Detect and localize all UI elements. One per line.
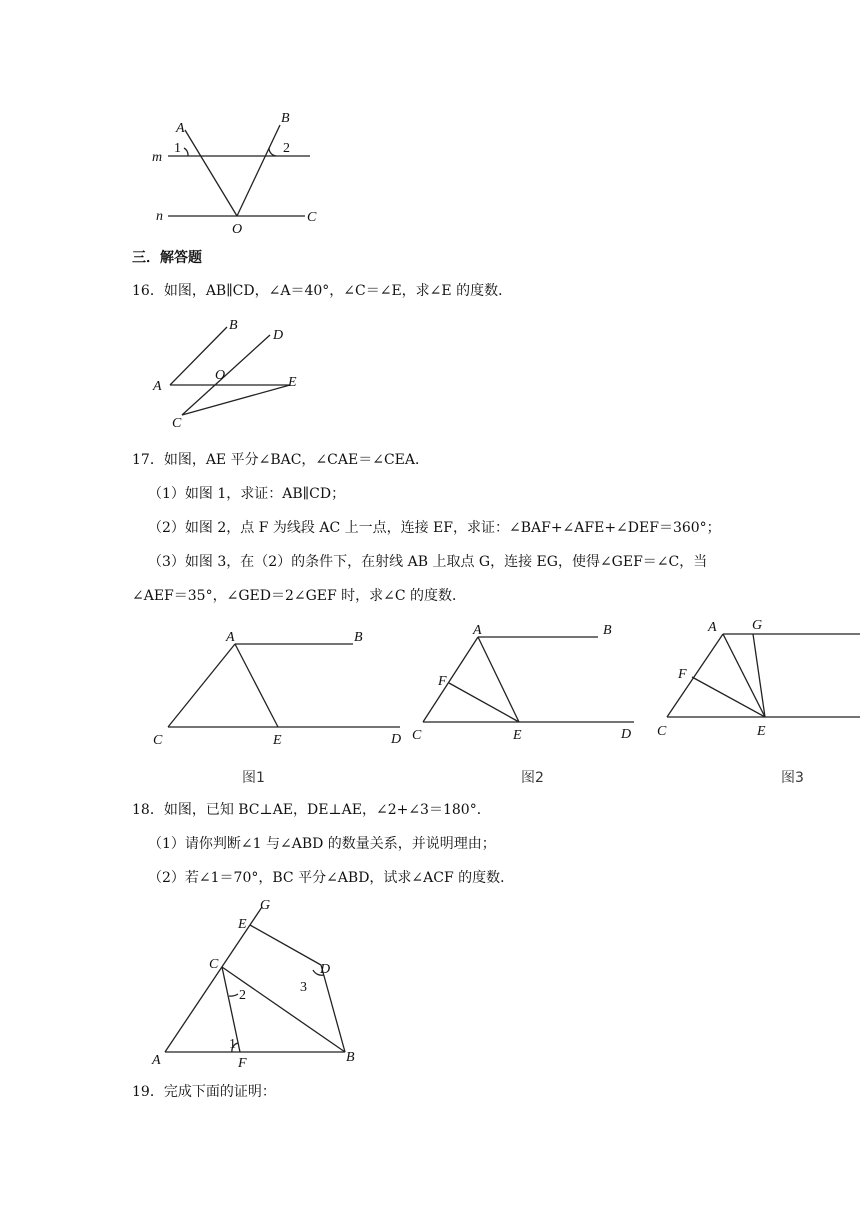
section-title: 三．解答题 [132,250,202,266]
q17-figure-1 [148,625,408,755]
q17-fig1-caption: 图1 [242,770,265,786]
label-B: B [281,111,290,126]
q16-label-D: D [273,328,284,343]
q16-label-C: C [172,416,182,431]
q16-text: 16．如图，AB∥CD，∠A＝40°，∠C＝∠E，求∠E 的度数． [132,283,513,299]
q18-label-G: G [260,898,271,913]
q17-fig3-label-G: G [752,618,763,633]
q16-figure [145,315,315,435]
q17-fig2-label-E: E [513,728,522,743]
q17-fig1-label-C: C [153,733,163,748]
q18-label-E: E [238,917,247,932]
q17-part2: （2）如图 2，点 F 为线段 AC 上一点，连接 EF，求证：∠BAF+∠AFE+∠DEF＝360°； [148,520,721,536]
q18-figure [145,895,370,1070]
q18-intro: 18．如图，已知 BC⊥AE，DE⊥AE，∠2+∠3＝180°． [132,802,491,818]
q17-fig1-label-D: D [391,732,402,747]
q18-label-C: C [209,957,219,972]
q17-fig1-label-B: B [354,630,363,645]
q17-figure-3 [655,615,860,745]
q17-fig2-label-B: B [603,623,612,638]
q16-label-E: E [288,375,297,390]
q17-fig1-label-E: E [273,733,282,748]
q18-label-B: B [346,1050,355,1065]
q17-fig2-caption: 图2 [521,770,544,786]
q17-fig3-label-F: F [678,667,687,682]
q19-intro: 19．完成下面的证明： [132,1084,276,1100]
q18-label-D: D [320,962,331,977]
label-A: A [176,121,185,136]
q17-fig3-caption: 图3 [781,770,804,786]
q17-intro: 17．如图，AE 平分∠BAC，∠CAE＝∠CEA． [132,452,429,468]
q17-fig3-label-C: C [657,724,667,739]
q16-label-A: A [153,379,162,394]
q18-angle-1: 1 [229,1037,236,1052]
q17-fig1-label-A: A [226,630,235,645]
q18-label-F: F [238,1056,247,1071]
q17-fig2-label-A: A [473,623,482,638]
q17-fig3-label-E: E [757,724,766,739]
label-O: O [232,222,243,237]
q18-label-A: A [152,1053,161,1068]
q16-label-B: B [229,318,238,333]
q18-part2: （2）若∠1＝70°，BC 平分∠ABD，试求∠ACF 的度数． [148,870,515,886]
q16-label-O: O [215,368,226,383]
label-n: n [156,209,163,224]
q18-angle-2: 2 [239,988,246,1003]
q17-part3a: （3）如图 3，在（2）的条件下，在射线 AB 上取点 G，连接 EG，使得∠GEF＝∠C，当 [148,554,708,570]
angle-2-label: 2 [283,141,290,156]
q17-fig3-label-A: A [708,620,717,635]
q17-fig2-label-D: D [621,727,632,742]
q17-part1: （1）如图 1，求证：AB∥CD； [148,486,346,502]
q18-part1: （1）请你判断∠1 与∠ABD 的数量关系，并说明理由； [148,836,496,852]
q18-angle-3: 3 [300,980,307,995]
angle-1-label: 1 [174,141,181,156]
figure-parallel-lines-mn [140,105,340,240]
q17-fig2-label-C: C [412,728,422,743]
q17-figure-2 [408,620,643,750]
q17-fig2-label-F: F [438,674,447,689]
q17-part3b: ∠AEF＝35°，∠GED＝2∠GEF 时，求∠C 的度数． [132,588,467,604]
label-C: C [307,210,317,225]
label-m: m [152,150,163,165]
